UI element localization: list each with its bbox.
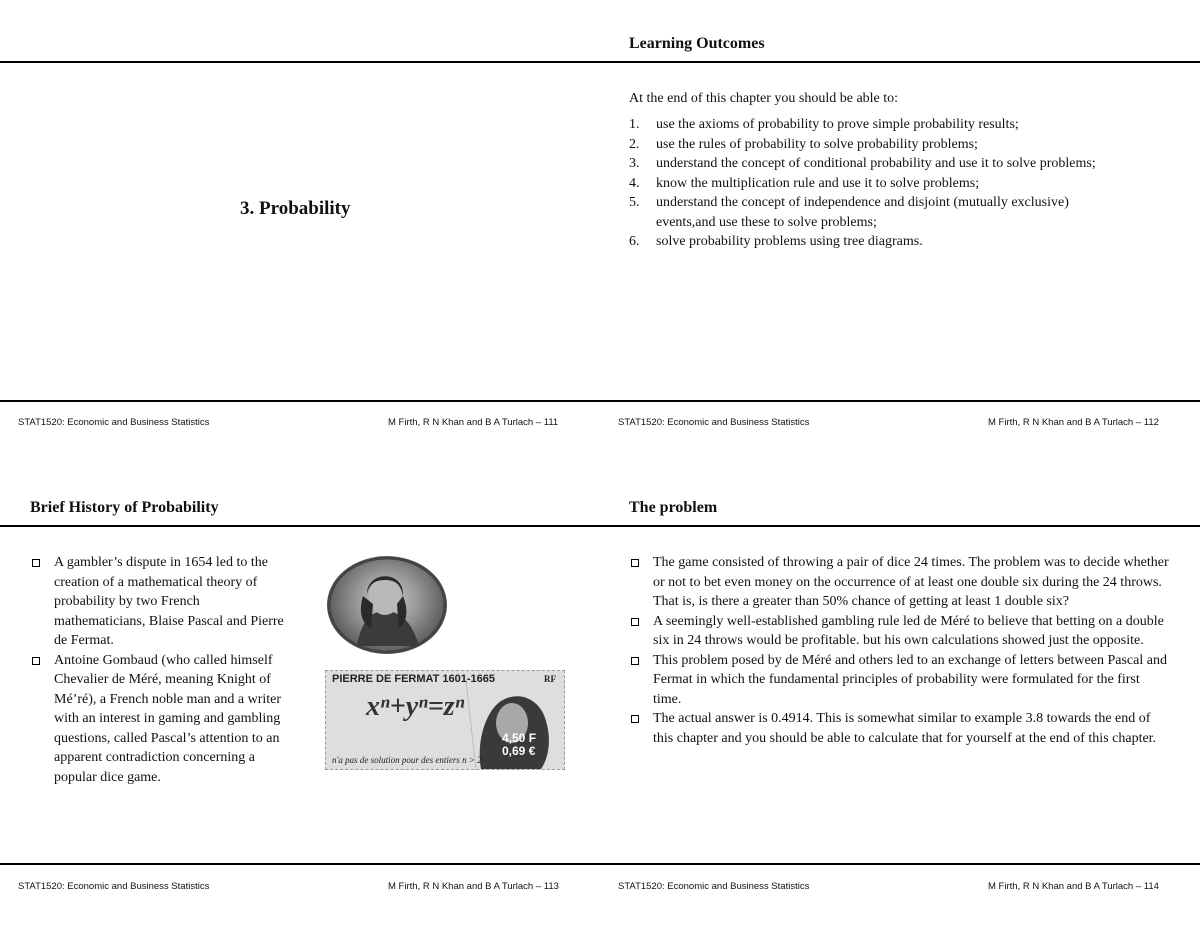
- list-item: Antoine Gombaud (who called himself Chevalier de Méré, meaning Knight of Mé’ré), a French noble man and a writer with an interest in gaming and gambling questions, called Pascal’s attention to an apparent contradiction concerning a popular dice game.: [30, 651, 292, 788]
- outcome-item: 2. use the rules of probability to solve probability problems;: [629, 136, 978, 152]
- stamp-country: RF: [544, 674, 556, 684]
- list-item: A seemingly well-established gambling rule led de Méré to believe that betting on a double six in 24 throws would be profitable. but his own calculations showed just the opposite.: [629, 612, 1169, 651]
- bullet-square-icon: [32, 657, 40, 665]
- outcome-item: 4. know the multiplication rule and use it to solve problems;: [629, 175, 980, 191]
- stamp-formula: xⁿ+yⁿ=zⁿ: [366, 691, 465, 722]
- stamp-caption: n'a pas de solution pour des entiers n > 2: [332, 755, 482, 765]
- stamp-price-franc: 4,50 F: [502, 731, 537, 745]
- divider-line: [0, 400, 1200, 402]
- fermat-stamp-image: [325, 670, 565, 770]
- bullet-square-icon: [631, 715, 639, 723]
- outcomes-list: [629, 115, 1169, 252]
- footer-right: M Firth, R N Khan and B A Turlach – 114: [988, 881, 1159, 892]
- footer-left: STAT1520: Economic and Business Statistics: [18, 417, 210, 428]
- divider-line: [0, 863, 1200, 865]
- stamp-name: PIERRE DE FERMAT 1601-1665: [332, 673, 496, 685]
- footer-left: STAT1520: Economic and Business Statistics: [618, 881, 810, 892]
- list-item: This problem posed by de Méré and others led to an exchange of letters between Pascal and Fermat in which the fundamental principles of probability were formulated for the first time.: [629, 651, 1169, 710]
- stamp-price-euro: 0,69 €: [502, 744, 536, 758]
- slide-heading: Brief History of Probability: [30, 499, 219, 516]
- bullet-square-icon: [32, 559, 40, 567]
- footer-right: M Firth, R N Khan and B A Turlach – 111: [388, 417, 559, 428]
- bullet-square-icon: [631, 657, 639, 665]
- problem-bullets: [629, 553, 1169, 748]
- divider-line: [0, 61, 1200, 63]
- bullet-square-icon: [631, 618, 639, 626]
- list-item: The game consisted of throwing a pair of dice 24 times. The problem was to decide whether or not to bet even money on the occurrence of at least one double six during the 24 throws. That is, is there a greater than 50% chance of getting at least 1 double six?: [629, 553, 1169, 612]
- outcome-item: 5. understand the concept of independence and disjoint (mutually exclusive) events,and use these to solve problems;: [629, 195, 1069, 230]
- pascal-portrait-image: [327, 556, 447, 654]
- bullet-square-icon: [631, 559, 639, 567]
- slide-title: 3. Probability: [240, 198, 351, 219]
- footer-right: M Firth, R N Khan and B A Turlach – 113: [388, 881, 559, 892]
- slide-heading: The problem: [629, 499, 718, 516]
- outcomes-intro: At the end of this chapter you should be able to:: [629, 91, 899, 106]
- slide-heading: Learning Outcomes: [629, 35, 765, 52]
- footer-left: STAT1520: Economic and Business Statistics: [18, 881, 210, 892]
- divider-line: [0, 525, 1200, 527]
- footer-right: M Firth, R N Khan and B A Turlach – 112: [988, 417, 1159, 428]
- list-item: A gambler’s dispute in 1654 led to the creation of a mathematical theory of probability by two French mathematicians, Blaise Pascal and Pierre de Fermat.: [30, 553, 292, 651]
- footer-left: STAT1520: Economic and Business Statistics: [618, 417, 810, 428]
- list-item: The actual answer is 0.4914. This is somewhat similar to example 3.8 towards the end of this chapter and you should be able to calculate that for yourself at the end of this chapter.: [629, 709, 1169, 748]
- outcome-item: 3. understand the concept of conditional probability and use it to solve problems;: [629, 156, 1096, 171]
- outcome-item: 6. solve probability problems using tree diagrams.: [629, 234, 923, 249]
- history-bullets: [30, 553, 292, 787]
- outcome-item: 1. use the axioms of probability to prove simple probability results;: [629, 117, 1019, 132]
